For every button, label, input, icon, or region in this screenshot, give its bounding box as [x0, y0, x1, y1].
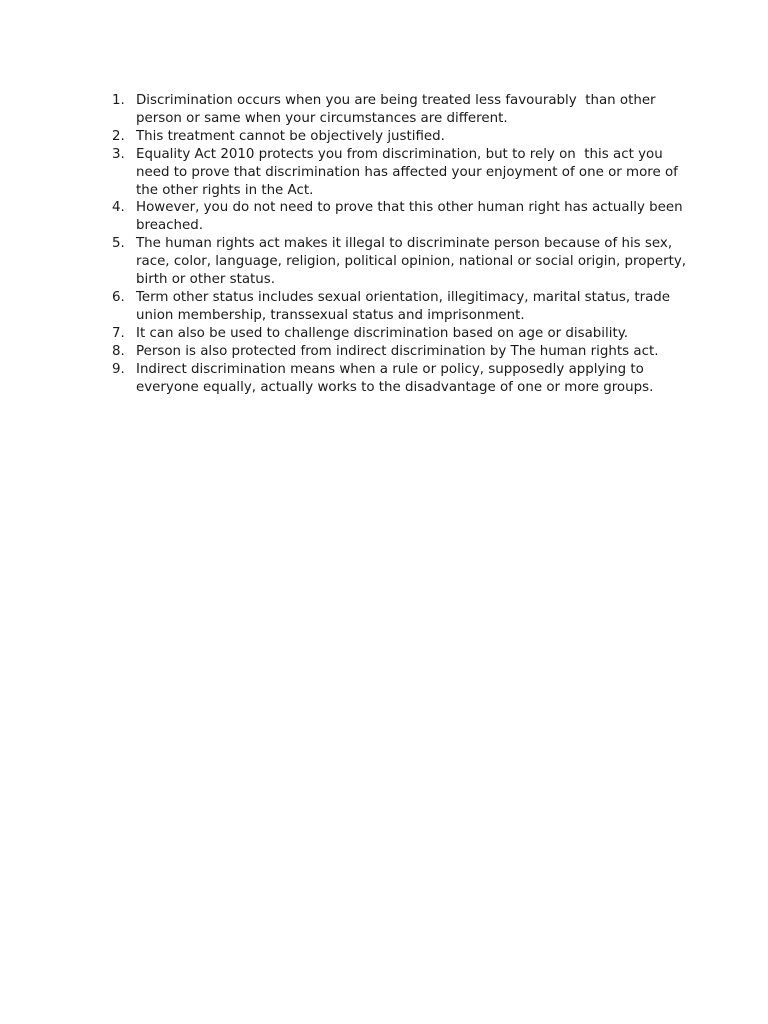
- list-item: [108, 128, 688, 146]
- list-item-text: Term other status includes sexual orientation, illegitimacy, marital status, trade union membership, transsexual status and imprisonment.: [136, 289, 675, 323]
- numbered-list: [108, 92, 691, 396]
- list-item-number: 5.: [112, 236, 125, 252]
- list-item-number: 4.: [112, 200, 125, 216]
- list-item-number: 1.: [112, 93, 125, 108]
- list-item-number: 7.: [112, 325, 125, 341]
- list-item-text: However, you do not need to prove that this other human right has actually been breached.: [136, 200, 687, 234]
- list-item-number: 8.: [112, 343, 125, 359]
- list-item: [108, 361, 688, 397]
- list-item-number: 3.: [112, 146, 125, 162]
- list-item: [108, 289, 688, 325]
- list-item-text: Indirect discrimination means when a rule or policy, supposedly applying to everyone equally, actually works to the disadvantage of one or more groups.: [136, 361, 654, 395]
- list-item: [108, 92, 688, 128]
- list-item-text: Discrimination occurs when you are being treated less favourably than other person or same when your circumstances are different.: [136, 93, 660, 126]
- list-item-text: The human rights act makes it illegal to discriminate person because of his sex, race, color, language, religion, political opinion, national or social origin, property, birth or other status.: [136, 236, 691, 288]
- list-item: [108, 235, 691, 289]
- list-item: [108, 325, 688, 343]
- list-item-text: Person is also protected from indirect discrimination by The human rights act.: [136, 343, 659, 359]
- list-item: [108, 343, 688, 361]
- list-item: [108, 146, 688, 200]
- list-item-text: It can also be used to challenge discrimination based on age or disability.: [136, 325, 628, 341]
- list-item-text: Equality Act 2010 protects you from discrimination, but to rely on this act you need to prove that discrimination has affected your enjoyment of one or more of the other rights in the Act.: [136, 146, 683, 198]
- list-item-text: This treatment cannot be objectively justified.: [136, 128, 445, 144]
- list-item-number: 6.: [112, 289, 125, 305]
- list-item-number: 9.: [112, 361, 125, 377]
- list-item-number: 2.: [112, 128, 125, 144]
- list-item: [108, 199, 688, 235]
